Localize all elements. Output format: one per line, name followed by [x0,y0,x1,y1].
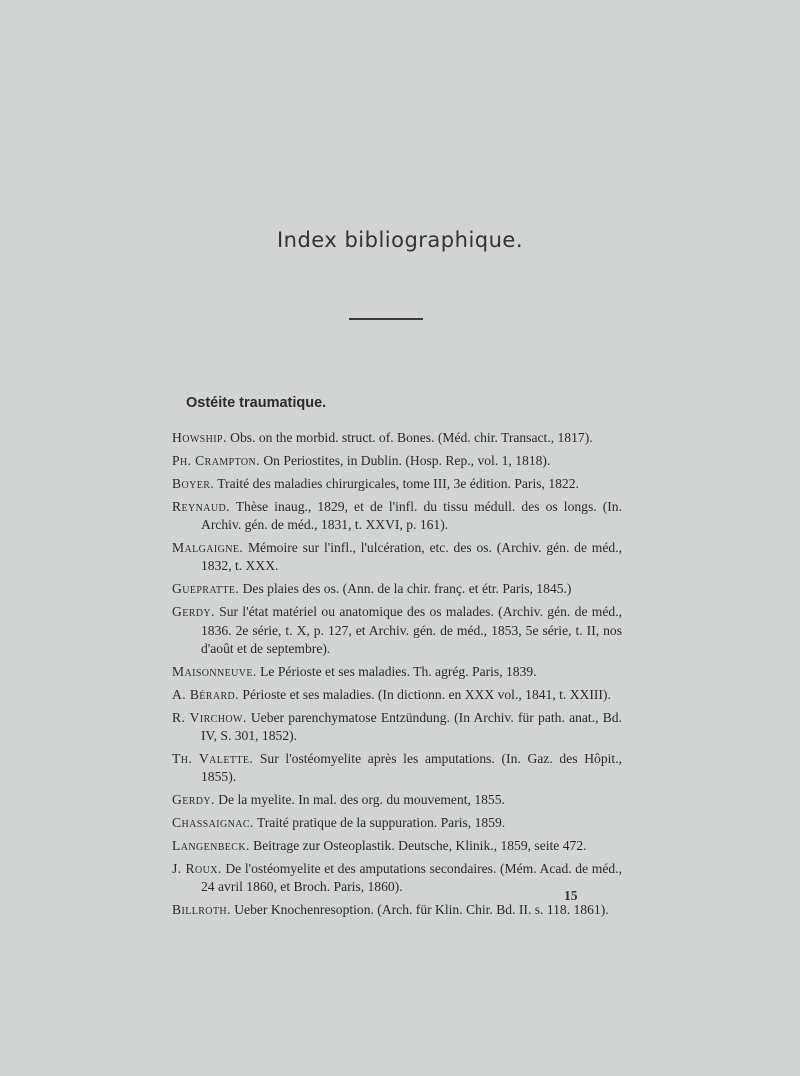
entry-text: Mémoire sur l'infl., l'ulcération, etc. des os. (Archiv. gén. de méd., 1832, t. XXX. [201,540,622,574]
entry-author: Langenbeck. [172,838,250,854]
entry-text: De l'ostéomyelite et des amputations secondaires. (Mém. Acad. de méd., 24 avril 1860, et Broch. Paris, 1860). [201,861,622,895]
entry-text: Beitrage zur Osteoplastik. Deutsche, Klinik., 1859, seite 472. [249,838,587,854]
section-heading: Ostéite traumatique. [186,395,327,411]
entry-author: Th. Valette. [172,751,254,767]
bibliography-entry [172,452,622,470]
bibliography-entry [172,837,622,855]
bibliography-list [172,429,622,924]
entry-author: Maisonneuve. [172,663,257,679]
bibliography-entry [172,429,622,447]
entry-text: Traité des maladies chirurgicales, tome III, 3e édition. Paris, 1822. [214,476,579,491]
page-title: Index bibliographique. [276,228,524,252]
bibliography-entry [172,791,622,809]
entry-author: Boyer. [172,476,215,491]
title-divider [349,318,423,320]
entry-text: On Periostites, in Dublin. (Hosp. Rep., vol. 1, 1818). [259,453,551,468]
entry-author: Chassaignac. [172,815,254,831]
entry-author: J. Roux. [172,861,222,877]
entry-text: De la myelite. In mal. des org. du mouvement, 1855. [214,792,505,808]
entry-author: R. Virchow. [172,709,247,725]
entry-author: Gerdy. [172,792,215,808]
entry-author: A. Bérard. [172,686,239,702]
bibliography-entry [172,901,622,919]
entry-text: Sur l'ostéomyelite après les amputations. (In. Gaz. des Hôpit., 1855). [201,751,622,785]
bibliography-entry [172,750,622,786]
bibliography-entry [172,860,622,896]
bibliography-entry [172,580,622,598]
bibliography-entry [172,603,622,658]
entry-author: Malgaigne. [172,540,244,556]
entry-author: Gerdy. [172,604,215,620]
entry-text: Ueber parenchymatose Entzündung. (In Archiv. für path. anat., Bd. IV, S. 301, 1852). [201,709,622,744]
bibliography-entry [172,814,622,832]
entry-text: Périoste et ses maladies. (In dictionn. en XXX vol., 1841, t. XXIII). [238,686,611,702]
entry-text: Thèse inaug., 1829, et de l'infl. du tissu médull. des os longs. (In. Archiv. gén. de méd., 1831, t. XXVI, p. 161). [201,499,622,533]
entry-text: Sur l'état matériel ou anatomique des os malades. (Archiv. gén. de méd., 1836. 2e série, t. X, p. 127, et Archiv. gén. de méd., 1853, 5e série, t. II, nos d'août et de septembre). [201,604,622,656]
entry-text: Ueber Knochenresoption. (Arch. für Klin. Chir. Bd. II. s. 118. 1861). [230,902,609,918]
entry-text: Obs. on the morbid. struct. of. Bones. (Méd. chir. Transact., 1817). [226,430,593,445]
bibliography-entry [172,539,622,575]
entry-text: Des plaies des os. (Ann. de la chir. franç. et étr. Paris, 1845.) [239,581,572,597]
bibliography-entry [172,663,622,681]
entry-author: Billroth. [172,902,231,918]
entry-text: Traité pratique de la suppuration. Paris, 1859. [253,815,506,831]
bibliography-entry [172,498,622,534]
entry-author: Howship. [172,430,227,445]
bibliography-entry [172,475,622,493]
page-number: 15 [564,888,578,903]
entry-author: Guepratte. [172,581,240,597]
entry-author: Reynaud. [172,499,230,514]
bibliography-entry [172,709,622,745]
entry-text: Le Périoste et ses maladies. Th. agrég. Paris, 1839. [256,663,537,679]
entry-author: Ph. Crampton. [172,453,260,468]
bibliography-entry [172,686,622,704]
